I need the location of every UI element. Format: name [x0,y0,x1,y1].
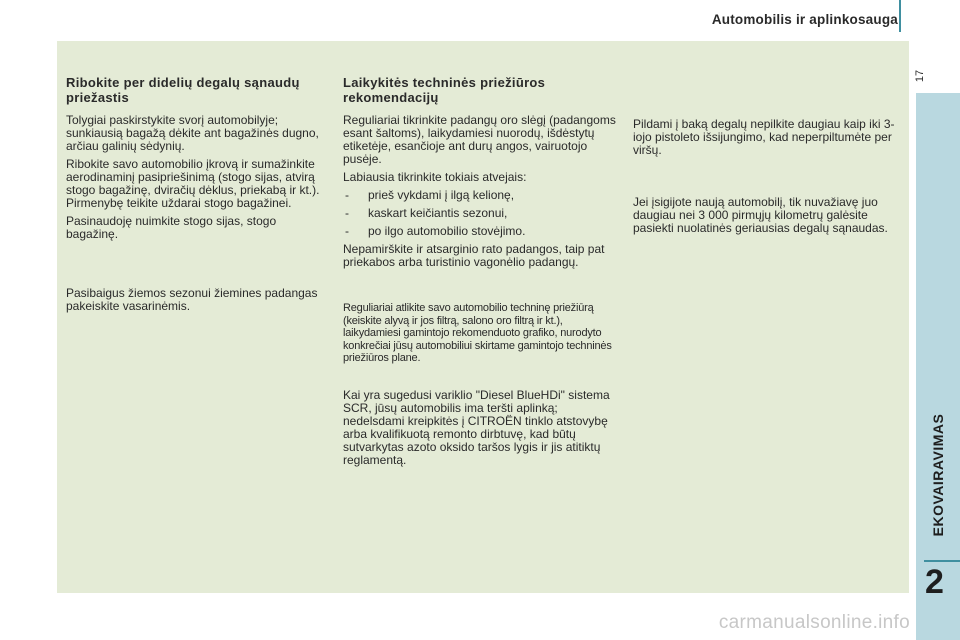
paragraph: Kai yra sugedusi variklio "Diesel BlueHDi" sistema SCR, jūsų automobilis ima teršti aplinką; nedelsdami kreipkitės į CITROËN tinklo atstovybę arba kvalifikuotą remonto dirbtuvę, kad būtų sutvarkytas azoto oksido taršos lygis ir jis atitiktų reglamentą. [343,387,610,467]
paragraph: Tolygiai paskirstykite svorį automobilyje; sunkiausią bagažą dėkite ant bagažinės dugno, arčiau galinių sėdynių. [66,113,319,153]
page-number: 17 [914,69,927,83]
header-divider [899,0,901,32]
paragraph: Reguliariai tikrinkite padangų oro slėgį (padangoms esant šaltoms), laikydamiesi nuorodų, išdėstytų etiketėje, esančioje ant durų angos, vairuotojo pusėje. [343,113,616,166]
paragraph: Pasibaigus žiemos sezonui žiemines padangas pakeiskite vasarinėmis. [66,286,318,313]
chapter-tab-divider [924,560,960,562]
paragraph: Pildami į baką degalų nepilkite daugiau kaip iki 3-iojo pistoleto išsijungimo, kad neperpiltumėte per viršų. [633,117,895,157]
paragraph: Pasinaudoję nuimkite stogo sijas, stogo bagažinę. [66,214,277,241]
chapter-label: EKOVAIRAVIMAS [930,413,946,537]
column-refuel-tips [633,118,895,240]
paragraph: Nepamirškite ir atsarginio rato padangos, taip pat priekabos arba turistinio vagonėlio padangų. [343,242,605,269]
list-item: - po ilgo automobilio stovėjimo. [343,225,618,238]
paragraph: Labiausia tikrinkite tokiais atvejais: [343,170,527,184]
section-heading-maintenance: Laikykitės techninės priežiūros rekomendacijų [343,75,546,105]
check-list [343,189,618,238]
paragraph: Ribokite savo automobilio įkrovą ir sumažinkite aerodinaminį pasipriešinimą (stogo sijas, atvirą stogo bagažinę, dviračių dėklus, priekabą ir kt.). Pirmenybę teikite uždarai stogo bagažinei. [66,157,320,210]
paragraph: Reguliariai atlikite savo automobilio techninę priežiūrą (keiskite alyvą ir jos filtrą, salono oro filtrą ir kt.), laikydamiesi gamintojo rekomenduoto grafiko, nurodyto konkrečiai jūsų automobiliui skirtame gamintojo techninės priežiūros plane. [343,302,612,364]
paragraph: Jei įsigijote naują automobilį, tik nuvažiavę juo daugiau nei 3 000 pirmųjų kilometrų galėsite pasiekti nuolatinės geriausias degalų sąnaudas. [633,195,888,235]
section-heading-fuel: Ribokite per didelių degalų sąnaudų priežastis [66,75,300,105]
page-header-title: Automobilis ir aplinkosauga [711,12,898,27]
list-item: - prieš vykdami į ilgą kelionę, [343,189,618,202]
column-maintenance [343,75,618,472]
list-item: - kaskart keičiantis sezonui, [343,207,618,220]
watermark: carmanualsonline.info [718,612,910,633]
chapter-side-tab [916,93,960,640]
chapter-number: 2 [925,563,944,601]
column-fuel-consumption [66,75,328,318]
